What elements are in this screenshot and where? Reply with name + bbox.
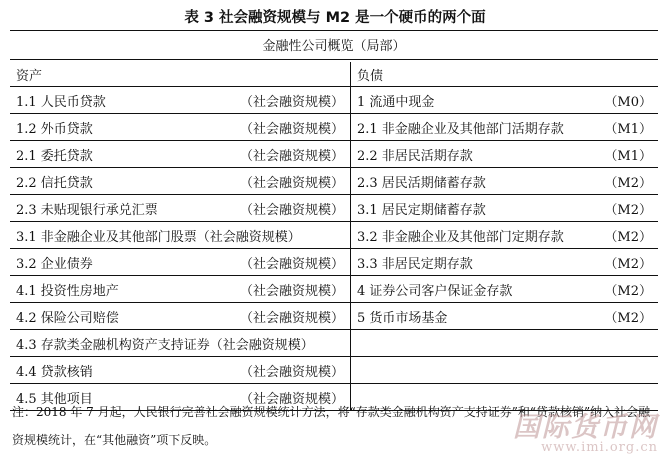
asset-label: 4.4 贷款核销 — [16, 364, 93, 380]
liability-cell — [351, 249, 659, 276]
table-row — [10, 330, 658, 357]
liability-tag: （M2） — [604, 283, 652, 299]
top-rule — [10, 30, 658, 31]
table-row — [10, 357, 658, 384]
table-row — [10, 303, 658, 330]
asset-cell — [10, 330, 351, 357]
table-row — [10, 222, 658, 249]
balance-sheet-table — [10, 62, 658, 411]
asset-label: 4.1 投资性房地产 — [16, 283, 119, 299]
asset-label: 2.2 信托贷款 — [16, 175, 93, 191]
footnote: 注：2018 年 7 月起，人民银行完善社会融资规模统计方法，将“存款类金融机构资产支持证券”和“贷款核销”纳入社会融资规模统计，在“其他融资”项下反映。 — [12, 405, 651, 447]
asset-cell — [10, 195, 351, 222]
table-row — [10, 195, 658, 222]
liability-tag: （M2） — [604, 310, 652, 326]
asset-cell — [10, 141, 351, 168]
asset-tag: （社会融资规模） — [239, 364, 344, 380]
liability-tag: （M2） — [604, 256, 652, 272]
liability-label: 1 流通中现金 — [357, 94, 435, 110]
assets-header: 资产 — [10, 62, 351, 87]
table-subtitle: 金融性公司概览（局部） — [262, 39, 406, 54]
asset-label: 2.1 委托贷款 — [16, 148, 93, 164]
table-row — [10, 141, 658, 168]
watermark — [513, 405, 658, 455]
header-row — [10, 62, 658, 87]
asset-tag: （社会融资规模） — [239, 283, 344, 299]
subtitle-rule — [10, 59, 658, 60]
liability-cell — [351, 303, 659, 330]
asset-cell — [10, 87, 351, 114]
asset-cell — [10, 222, 351, 249]
liability-label: 3.2 非金融企业及其他部门定期存款 — [357, 229, 564, 245]
asset-label: 3.1 非金融企业及其他部门股票（社会融资规模） — [16, 229, 301, 245]
liability-cell — [351, 195, 659, 222]
liability-cell — [351, 87, 659, 114]
watermark-name: 国际货币网 — [513, 412, 658, 443]
table-row — [10, 87, 658, 114]
asset-cell — [10, 249, 351, 276]
asset-label: 3.2 企业债券 — [16, 256, 93, 272]
liability-cell — [351, 141, 659, 168]
liability-tag: （M1） — [604, 148, 652, 164]
liability-label: 2.2 非居民活期存款 — [357, 148, 473, 164]
table-row — [10, 249, 658, 276]
liability-label: 2.3 居民活期储蓄存款 — [357, 175, 486, 191]
asset-cell — [10, 303, 351, 330]
asset-label: 4.5 其他项目 — [16, 391, 93, 407]
liability-label: 2.1 非金融企业及其他部门活期存款 — [357, 121, 564, 137]
liability-tag: （M2） — [604, 202, 652, 218]
asset-tag: （社会融资规模） — [239, 148, 344, 164]
asset-label: 1.2 外币贷款 — [16, 121, 93, 137]
liabilities-header: 负债 — [351, 62, 659, 87]
liability-label: 4 证券公司客户保证金存款 — [357, 283, 513, 299]
asset-label: 2.3 未贴现银行承兑汇票 — [16, 202, 158, 218]
liability-cell — [351, 168, 659, 195]
liability-cell — [351, 330, 659, 357]
asset-tag: （社会融资规模） — [239, 94, 344, 110]
liability-tag: （M2） — [604, 175, 652, 191]
asset-tag: （社会融资规模） — [239, 175, 344, 191]
asset-cell — [10, 276, 351, 303]
asset-cell — [10, 114, 351, 141]
asset-tag: （社会融资规模） — [239, 121, 344, 137]
asset-cell — [10, 357, 351, 384]
liability-tag: （M1） — [604, 121, 652, 137]
liability-tag: （M2） — [604, 229, 652, 245]
asset-tag: （社会融资规模） — [239, 310, 344, 326]
watermark-url: www.imi.org.cn — [541, 440, 658, 455]
table-row — [10, 114, 658, 141]
liability-cell — [351, 114, 659, 141]
liability-label: 3.3 非居民定期存款 — [357, 256, 473, 272]
asset-label: 4.3 存款类金融机构资产支持证券（社会融资规模） — [16, 337, 314, 353]
asset-cell — [10, 168, 351, 195]
asset-tag: （社会融资规模） — [239, 391, 344, 407]
liability-label: 3.1 居民定期储蓄存款 — [357, 202, 486, 218]
asset-label: 1.1 人民币贷款 — [16, 94, 106, 110]
asset-tag: （社会融资规模） — [239, 256, 344, 272]
liability-label: 5 货币市场基金 — [357, 310, 448, 326]
table-title: 表 3 社会融资规模与 M2 是一个硬币的两个面 — [184, 10, 486, 26]
liability-cell — [351, 222, 659, 249]
liability-tag: （M0） — [604, 94, 652, 110]
liability-cell — [351, 357, 659, 384]
asset-label: 4.2 保险公司赔偿 — [16, 310, 119, 326]
table-row — [10, 276, 658, 303]
liability-cell — [351, 276, 659, 303]
asset-tag: （社会融资规模） — [239, 202, 344, 218]
table-row — [10, 168, 658, 195]
